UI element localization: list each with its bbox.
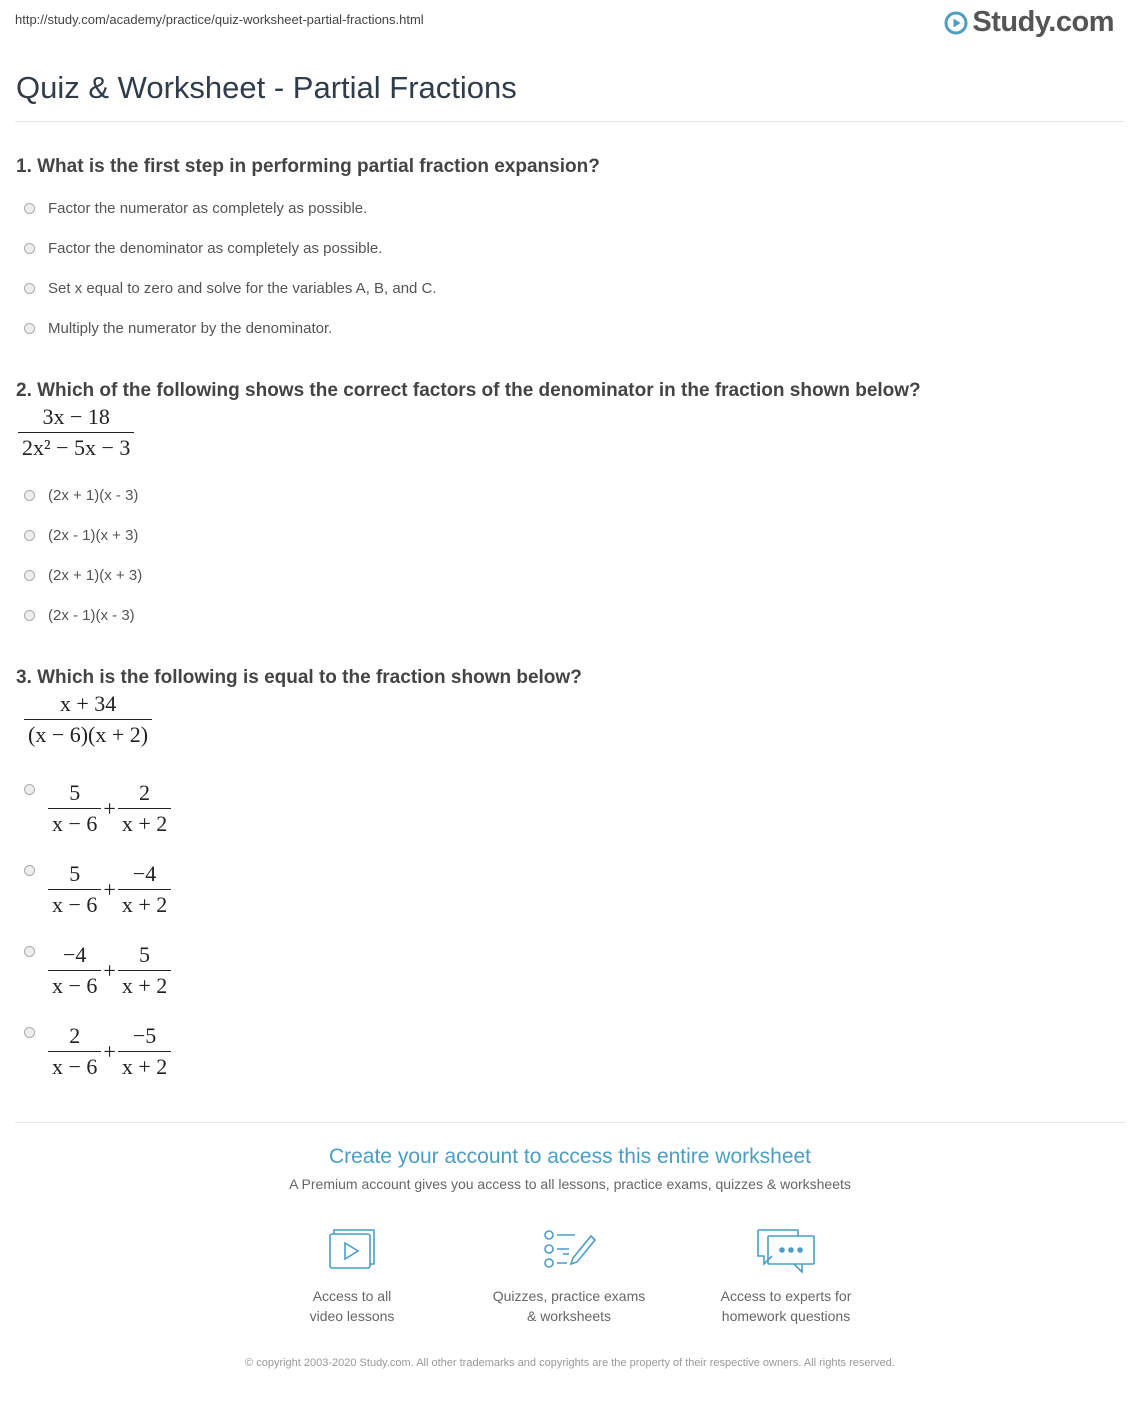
term-b-numerator: 2 [139, 780, 151, 805]
radio-button[interactable] [24, 283, 35, 294]
radio-button[interactable] [24, 323, 35, 334]
plus-sign: + [103, 1038, 116, 1064]
feature-text: Access to experts for homework questions [720, 1288, 852, 1324]
answer-option[interactable] [24, 320, 332, 337]
radio-button[interactable] [24, 1027, 35, 1038]
divider [15, 121, 1125, 122]
term-b-numerator: −5 [132, 1023, 157, 1048]
radio-button[interactable] [24, 610, 35, 621]
term-a-numerator: 5 [69, 780, 81, 805]
option-label: (2x - 1)(x + 3) [48, 527, 139, 544]
fraction-numerator: 3x − 18 [42, 404, 110, 429]
term-b-denominator: x + 2 [118, 1051, 171, 1080]
term-b-numerator: −4 [132, 861, 157, 886]
option-label: (2x - 1)(x - 3) [48, 607, 135, 624]
copyright-notice: © copyright 2003-2020 Study.com. All other trademarks and copyrights are the property of their respective owners. All rights reserved. [245, 1357, 895, 1369]
plus-sign: + [103, 957, 116, 983]
term-a-denominator: x − 6 [48, 970, 101, 999]
option-label: Factor the numerator as completely as possible. [48, 200, 368, 217]
term-a-numerator: −4 [63, 942, 87, 967]
answer-option[interactable] [24, 861, 171, 919]
answer-option[interactable] [24, 942, 171, 1000]
term-b-denominator: x + 2 [118, 808, 171, 837]
chat-bubbles-icon [754, 1226, 818, 1278]
radio-button[interactable] [24, 946, 35, 957]
question-2-fraction [18, 404, 134, 462]
page-url: http://study.com/academy/practice/quiz-worksheet-partial-fractions.html [15, 12, 424, 27]
cta-subtitle: A Premium account gives you access to all lessons, practice exams, quizzes & worksheets [289, 1176, 851, 1192]
option-label: (2x + 1)(x + 3) [48, 567, 143, 584]
feature-text: Access to all video lessons [309, 1288, 395, 1324]
answer-option[interactable] [24, 280, 437, 297]
feature-text: Quizzes, practice exams & worksheets [492, 1288, 646, 1324]
term-a-numerator: 5 [69, 861, 81, 886]
logo-text: Study.com [972, 6, 1114, 38]
radio-button[interactable] [24, 530, 35, 541]
answer-option[interactable] [24, 567, 142, 584]
cta-link[interactable]: Create your account to access this entire worksheet [328, 1145, 812, 1168]
radio-button[interactable] [24, 203, 35, 214]
study-logo[interactable] [944, 6, 1114, 39]
video-lessons-icon [324, 1226, 380, 1276]
divider [15, 1122, 1125, 1123]
page-title: Quiz & Worksheet - Partial Fractions [16, 70, 517, 105]
feature-video-lessons [242, 1226, 462, 1326]
fraction-denominator: 2x² − 5x − 3 [18, 432, 134, 461]
answer-option[interactable] [24, 1023, 171, 1081]
feature-quizzes [459, 1226, 679, 1326]
option-label: Factor the denominator as completely as possible. [48, 240, 383, 257]
term-a-numerator: 2 [69, 1023, 81, 1048]
quiz-checklist-icon [539, 1226, 599, 1276]
radio-button[interactable] [24, 570, 35, 581]
option-label: Set x equal to zero and solve for the variables A, B, and C. [48, 280, 437, 297]
question-1-text: 1. What is the first step in performing partial fraction expansion? [16, 156, 600, 177]
radio-button[interactable] [24, 865, 35, 876]
radio-button[interactable] [24, 784, 35, 795]
term-b-denominator: x + 2 [118, 889, 171, 918]
plus-sign: + [103, 795, 116, 821]
term-a-denominator: x − 6 [48, 808, 101, 837]
fraction-denominator: (x − 6)(x + 2) [24, 719, 152, 748]
radio-button[interactable] [24, 243, 35, 254]
term-b-denominator: x + 2 [118, 970, 171, 999]
term-b-numerator: 5 [139, 942, 151, 967]
feature-experts [676, 1226, 896, 1326]
option-label: (2x + 1)(x - 3) [48, 487, 139, 504]
answer-option[interactable] [24, 240, 382, 257]
fraction-numerator: x + 34 [59, 691, 117, 716]
answer-option[interactable] [24, 780, 171, 838]
plus-sign: + [103, 876, 116, 902]
answer-option[interactable] [24, 527, 138, 544]
radio-button[interactable] [24, 490, 35, 501]
question-3-text: 3. Which is the following is equal to the fraction shown below? [16, 667, 582, 688]
answer-option[interactable] [24, 200, 367, 217]
term-a-denominator: x − 6 [48, 1051, 101, 1080]
answer-option[interactable] [24, 607, 135, 624]
term-a-denominator: x − 6 [48, 889, 101, 918]
option-label: Multiply the numerator by the denominator. [48, 320, 333, 337]
answer-option[interactable] [24, 487, 138, 504]
play-circle-icon [944, 11, 968, 35]
question-2-text: 2. Which of the following shows the correct factors of the denominator in the fraction shown below? [16, 380, 921, 401]
question-3-fraction [24, 691, 152, 749]
